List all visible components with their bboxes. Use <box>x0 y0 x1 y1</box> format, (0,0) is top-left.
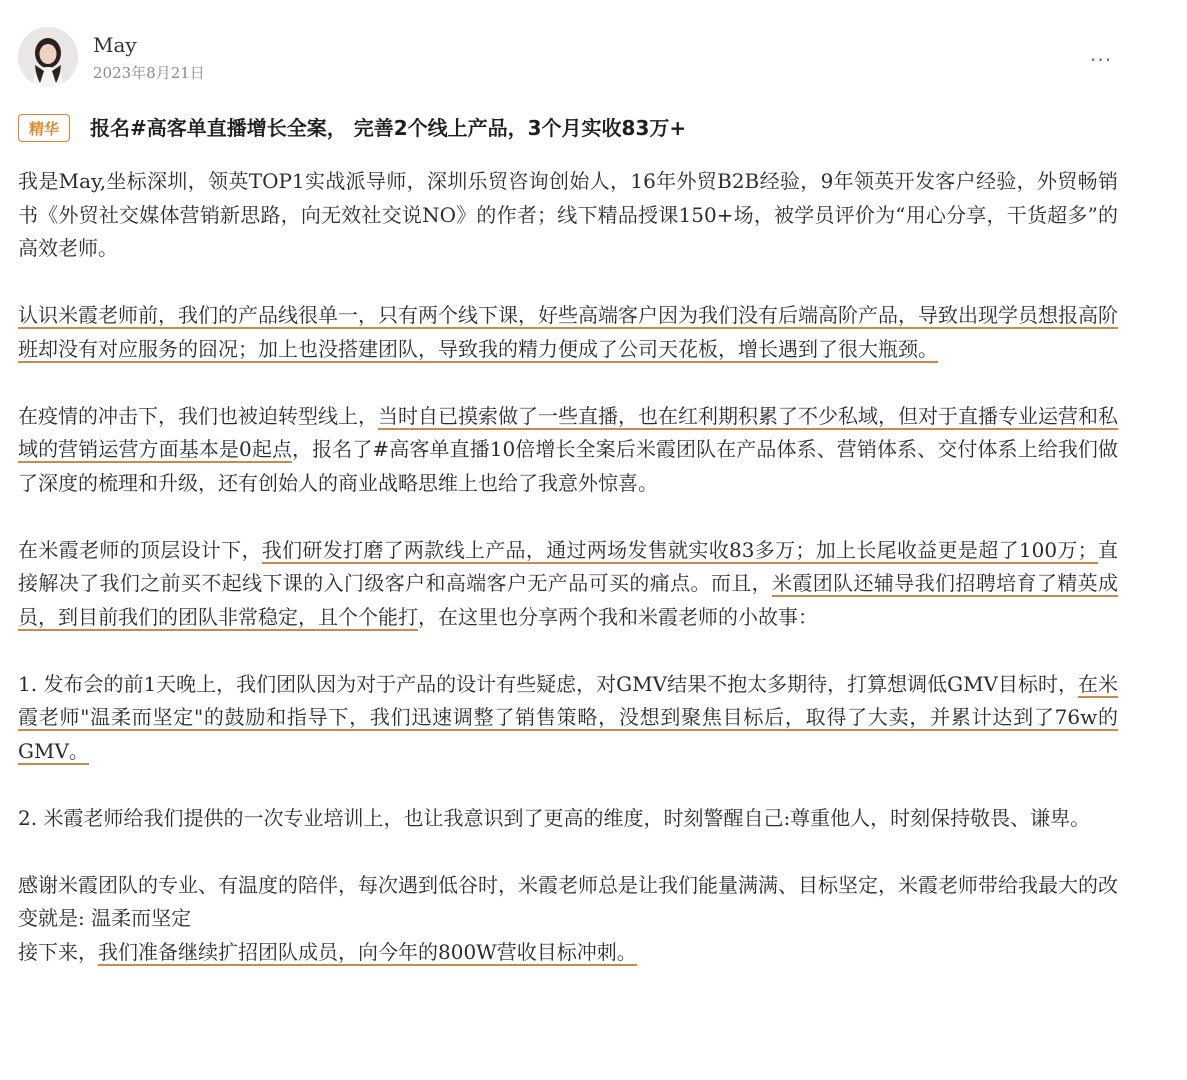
paragraph-text: 在米霞老师的顶层设计下， <box>18 537 262 562</box>
more-options-button[interactable] <box>1090 50 1116 70</box>
post-body <box>18 165 1118 969</box>
post-paragraph <box>18 400 1118 501</box>
post-paragraph <box>18 802 1118 836</box>
avatar-portrait-icon <box>18 27 78 87</box>
highlighted-text: 米霞团队还辅导我们招聘培育了精英成员，到目前我们的团队非常稳定，且个个能打 <box>18 571 1119 629</box>
essence-badge: 精华 <box>18 114 70 142</box>
highlighted-text: 我们研发打磨了两款线上产品，通过两场发售就实收83多万；加上长尾收益更是超了100万； <box>261 537 1098 562</box>
paragraph-text: 感谢米霞团队的专业、有温度的陪伴，每次遇到低谷时，米霞老师总是让我们能量满满、目标坚定，米霞老师带给我最大的改变就是: 温柔而坚定 <box>18 872 1118 930</box>
highlighted-text: 认识米霞老师前，我们的产品线很单一，只有两个线下课，好些高端客户因为我们没有后端高阶产品，导致出现学员想报高阶班却没有对应服务的囧况；加上也没搭建团队，导致我的精力便成了公司天花板，增长遇到了很大瓶颈。 <box>18 303 1118 361</box>
post-paragraph <box>18 869 1118 936</box>
post-date: 2023年8月21日 <box>93 64 205 82</box>
post-title: 报名#高客单直播增长全案， 完善2个线上产品，3个月实收83万+ <box>90 116 687 140</box>
paragraph-text: ，在这里也分享两个我和米霞老师的小故事： <box>418 604 818 629</box>
highlighted-text: 当时自已摸索做了一些直播，也在红利期积累了不少私域，但对于直播专业运营和私域的营销运营方面基本是0起点 <box>18 403 1118 461</box>
paragraph-text: 接下来， <box>18 939 98 964</box>
highlighted-text: 我们准备继续扩招团队成员，向今年的800W营收目标冲刺。 <box>98 939 637 964</box>
author-avatar[interactable] <box>18 27 78 87</box>
highlighted-text: 在米霞老师"温柔而坚定"的鼓励和指导下，我们迅速调整了销售策略，没想到聚焦目标后，取得了大卖，并累计达到了76w的GMV。 <box>18 671 1119 763</box>
post-paragraph <box>18 936 1118 970</box>
paragraph-text: 2. 米霞老师给我们提供的一次专业培训上，也让我意识到了更高的维度，时刻警醒自己:尊重他人，时刻保持敬畏、谦卑。 <box>18 805 1091 830</box>
post-paragraph <box>18 165 1118 266</box>
paragraph-text: ，报名了#高客单直播10倍增长全案后米霞团队在产品体系、营销体系、交付体系上给我们做了深度的梳理和升级，还有创始人的商业战略思维上也给了我意外惊喜。 <box>18 437 1118 495</box>
post-paragraph <box>18 668 1118 769</box>
paragraph-text: 1. 发布会的前1天晚上，我们团队因为对于产品的设计有些疑虑，对GMV结果不抱太多期待，打算想调低GMV目标时， <box>18 671 1078 696</box>
paragraph-text: 直接解决了我们之前买不起线下课的入门级客户和高端客户无产品可买的痛点。而且， <box>18 537 1119 595</box>
post-paragraph <box>18 299 1118 366</box>
author-name[interactable]: May <box>93 33 137 57</box>
ellipsis-icon: ··· <box>1090 48 1113 72</box>
paragraph-text: 在疫情的冲击下，我们也被迫转型线上， <box>18 403 378 428</box>
post-paragraph <box>18 534 1118 635</box>
paragraph-text: 我是May,坐标深圳，领英TOP1实战派导师，深圳乐贸咨询创始人，16年外贸B2B经验，9年领英开发客户经验，外贸畅销书《外贸社交媒体营销新思路，向无效社交说NO》的作者；线下精品授课150+场，被学员评价为“用心分享，干货超多”的高效老师。 <box>18 169 1118 260</box>
